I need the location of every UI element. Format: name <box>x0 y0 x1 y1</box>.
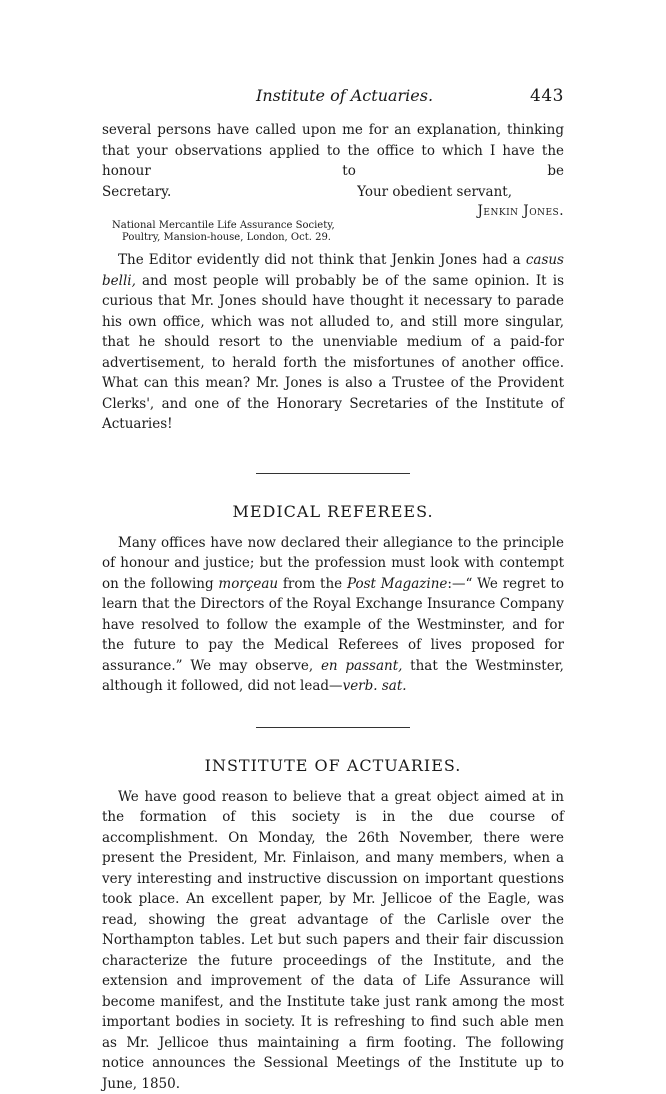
letter-closing-row <box>102 182 564 203</box>
address-line-1: National Mercantile Life Assurance Society, <box>112 220 564 232</box>
section-divider <box>256 473 410 474</box>
book-page <box>102 86 564 1094</box>
letter-last-line: Secretary. <box>102 182 171 203</box>
medical-text <box>102 533 564 697</box>
institute-heading: INSTITUTE OF ACTUARIES. <box>102 756 564 775</box>
medical-part-4: that the Westminster, although it followed, did not lead— <box>102 658 564 695</box>
medical-part-2: from the <box>278 576 347 592</box>
letter-text: several persons have called upon me for an explanation, thinking that your observations applied to the office to which I have the honour to be <box>102 120 564 182</box>
page-number: 443 <box>530 86 564 106</box>
editor-note-casus-belli: casus belli, <box>102 252 564 289</box>
letter-address <box>112 220 564 244</box>
medical-heading: MEDICAL REFEREES. <box>102 502 564 521</box>
address-line-2: Poultry, Mansion-house, London, Oct. 29. <box>112 232 564 244</box>
editor-note-part-2: and most people will probably be of the same opinion. It is curious that Mr. Jones should have thought it necessary to parade his own office, which was not alluded to, and still more singular, that he should resort to the unenviable medium of a paid-for advertisement, to herald forth the misfortunes of another office. What can this mean? Mr. Jones is also a Trustee of the Provident Clerks', and one of the Honorary Secretaries of the Institute of Actuaries! <box>102 273 564 433</box>
medical-post-magazine: Post Magazine <box>347 576 447 592</box>
medical-en-passant: en passant, <box>321 658 402 674</box>
medical-part-1: Many offices have now declared their allegiance to the principle of honour and justice; but the profession must look with contempt on the following <box>102 535 564 592</box>
medical-part-3: :—“ We regret to learn that the Directors of the Royal Exchange Insurance Company have resolved to follow the example of the Westminster, and for the future to pay the Medical Referees of lives proposed for assurance.” We may observe, <box>102 576 564 674</box>
medical-morceau: morçeau <box>218 576 278 592</box>
running-title: Institute of Actuaries. <box>256 86 433 105</box>
letter-closing: Your obedient servant, <box>357 182 512 203</box>
institute-text: We have good reason to believe that a great object aimed at in the formation of this society is in the due course of accomplishment. On Monday, the 26th November, there were present the President, Mr. Finlaison, and many members, when a very interesting and instructive discussion on important questions took place. An excellent paper, by Mr. Jellicoe of the Eagle, was read, showing the great advantage of the Carlisle over the Northampton tables. Let but such papers and their fair discussion characterize the future proceedings of the Institute, and the extension and improvement of the data of Life Assurance will become manifest, and the Institute take just rank among the most important bodies in society. It is refreshing to find such able men as Mr. Jellicoe thus maintaining a firm footing. The following notice announces the Sessional Meetings of the Institute up to June, 1850. <box>102 787 564 1094</box>
running-head <box>102 86 564 110</box>
section-divider-2 <box>256 727 410 728</box>
editor-note-part-1: The Editor evidently did not think that Jenkin Jones had a <box>118 252 526 268</box>
letter-signature: Jenkin Jones. <box>102 202 564 220</box>
editor-note <box>102 250 564 435</box>
medical-verb-sat: verb. sat. <box>343 678 407 694</box>
